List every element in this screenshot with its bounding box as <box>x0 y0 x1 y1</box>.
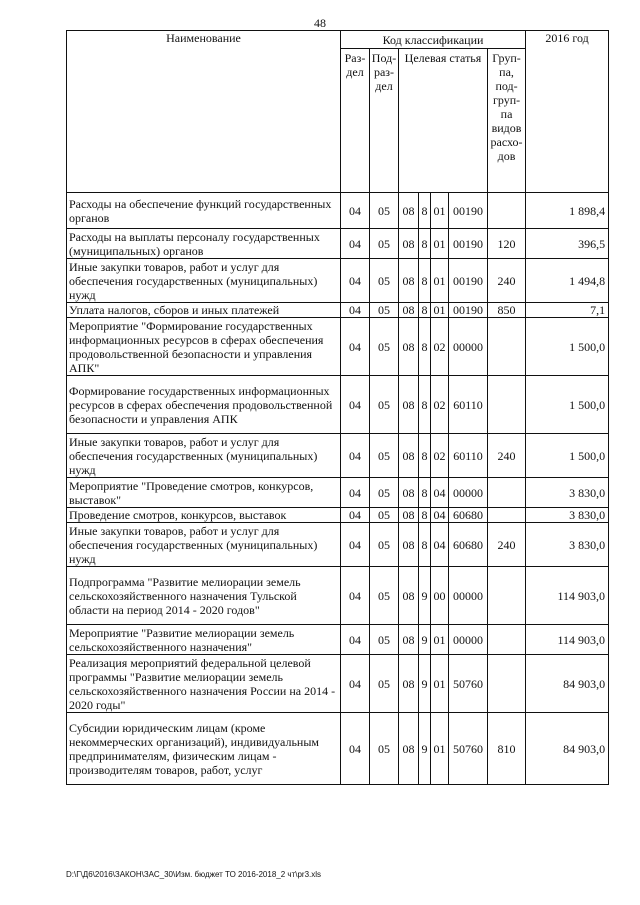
row-target-program: 08 <box>399 376 419 434</box>
row-razdel: 04 <box>341 318 370 376</box>
row-target-direction: 60110 <box>449 376 488 434</box>
row-razdel: 04 <box>341 434 370 478</box>
row-target-event: 01 <box>431 655 449 713</box>
row-target-subprogram: 8 <box>419 523 431 567</box>
row-expense-type: 850 <box>488 303 526 318</box>
row-target-subprogram: 8 <box>419 229 431 259</box>
row-name: Формирование государственных информационных ресурсов в сферах обеспечения продовольственной безопасности и управления АПК <box>67 376 341 434</box>
table-row <box>67 318 609 376</box>
row-podrazdel: 05 <box>370 478 399 508</box>
row-target-event: 00 <box>431 567 449 625</box>
row-podrazdel: 05 <box>370 655 399 713</box>
row-amount: 7,1 <box>526 303 609 318</box>
row-podrazdel: 05 <box>370 523 399 567</box>
header-classification-code: Код классификации <box>341 31 526 49</box>
row-target-program: 08 <box>399 303 419 318</box>
table-body <box>67 193 609 785</box>
row-amount: 396,5 <box>526 229 609 259</box>
row-target-program: 08 <box>399 318 419 376</box>
row-expense-type <box>488 655 526 713</box>
row-amount: 3 830,0 <box>526 523 609 567</box>
row-name: Мероприятие "Проведение смотров, конкурсов, выставок" <box>67 478 341 508</box>
row-target-direction: 00000 <box>449 318 488 376</box>
row-target-direction: 50760 <box>449 713 488 785</box>
row-expense-type <box>488 567 526 625</box>
row-target-subprogram: 8 <box>419 259 431 303</box>
row-target-subprogram: 9 <box>419 625 431 655</box>
row-target-program: 08 <box>399 434 419 478</box>
row-podrazdel: 05 <box>370 508 399 523</box>
table-row <box>67 567 609 625</box>
row-amount: 84 903,0 <box>526 655 609 713</box>
row-razdel: 04 <box>341 193 370 229</box>
header-name: Наименование <box>67 31 341 193</box>
row-podrazdel: 05 <box>370 259 399 303</box>
row-amount: 1 898,4 <box>526 193 609 229</box>
row-podrazdel: 05 <box>370 567 399 625</box>
row-amount: 1 500,0 <box>526 376 609 434</box>
row-target-direction: 60110 <box>449 434 488 478</box>
row-target-program: 08 <box>399 523 419 567</box>
row-target-direction: 00190 <box>449 303 488 318</box>
row-amount: 1 500,0 <box>526 318 609 376</box>
table-row <box>67 193 609 229</box>
table-row <box>67 523 609 567</box>
row-target-subprogram: 8 <box>419 376 431 434</box>
row-podrazdel: 05 <box>370 229 399 259</box>
header-razdel: Раз-дел <box>341 49 370 193</box>
row-expense-type <box>488 376 526 434</box>
row-target-event: 01 <box>431 713 449 785</box>
table-row <box>67 655 609 713</box>
row-amount: 3 830,0 <box>526 478 609 508</box>
row-target-subprogram: 8 <box>419 478 431 508</box>
row-razdel: 04 <box>341 625 370 655</box>
row-amount: 84 903,0 <box>526 713 609 785</box>
row-target-event: 02 <box>431 434 449 478</box>
row-razdel: 04 <box>341 259 370 303</box>
row-target-direction: 00000 <box>449 567 488 625</box>
row-expense-type <box>488 625 526 655</box>
row-target-subprogram: 9 <box>419 713 431 785</box>
row-amount: 114 903,0 <box>526 625 609 655</box>
row-expense-type: 120 <box>488 229 526 259</box>
row-target-program: 08 <box>399 713 419 785</box>
row-target-direction: 50760 <box>449 655 488 713</box>
table-row <box>67 259 609 303</box>
row-name: Проведение смотров, конкурсов, выставок <box>67 508 341 523</box>
row-razdel: 04 <box>341 303 370 318</box>
row-razdel: 04 <box>341 229 370 259</box>
budget-table <box>66 30 609 785</box>
row-name: Иные закупки товаров, работ и услуг для обеспечения государственных (муниципальных) нужд <box>67 523 341 567</box>
row-expense-type <box>488 508 526 523</box>
row-razdel: 04 <box>341 567 370 625</box>
row-podrazdel: 05 <box>370 625 399 655</box>
row-target-program: 08 <box>399 655 419 713</box>
table-row <box>67 376 609 434</box>
table-row <box>67 713 609 785</box>
row-name: Реализация мероприятий федеральной целевой программы "Развитие мелиорации земель сельскохозяйственного назначения России на 2014 - 2020 годы" <box>67 655 341 713</box>
row-target-event: 01 <box>431 625 449 655</box>
row-name: Субсидии юридическим лицам (кроме некоммерческих организаций), индивидуальным предпринимателям, физическим лицам - производителям товаров, работ, услуг <box>67 713 341 785</box>
header-podrazdel: Под-раз-дел <box>370 49 399 193</box>
row-name: Уплата налогов, сборов и иных платежей <box>67 303 341 318</box>
row-name: Иные закупки товаров, работ и услуг для обеспечения государственных (муниципальных) нужд <box>67 434 341 478</box>
row-target-program: 08 <box>399 193 419 229</box>
row-amount: 3 830,0 <box>526 508 609 523</box>
row-expense-type: 810 <box>488 713 526 785</box>
row-razdel: 04 <box>341 508 370 523</box>
row-target-direction: 60680 <box>449 508 488 523</box>
row-target-event: 04 <box>431 478 449 508</box>
table-row <box>67 625 609 655</box>
row-expense-type: 240 <box>488 523 526 567</box>
row-target-event: 04 <box>431 508 449 523</box>
row-target-subprogram: 9 <box>419 567 431 625</box>
row-expense-type <box>488 318 526 376</box>
row-razdel: 04 <box>341 376 370 434</box>
row-target-direction: 00000 <box>449 478 488 508</box>
file-path-footer: D:\Г\Д6\2016\ЗАКОН\ЗАС_30\Изм. бюджет ТО 2016-2018_2 чт\pr3.xls <box>66 870 322 879</box>
row-target-program: 08 <box>399 478 419 508</box>
row-target-direction: 00000 <box>449 625 488 655</box>
row-target-subprogram: 8 <box>419 434 431 478</box>
row-razdel: 04 <box>341 713 370 785</box>
row-target-event: 02 <box>431 376 449 434</box>
table-row <box>67 508 609 523</box>
row-target-event: 01 <box>431 303 449 318</box>
row-target-direction: 00190 <box>449 193 488 229</box>
row-target-direction: 60680 <box>449 523 488 567</box>
row-target-subprogram: 9 <box>419 655 431 713</box>
row-name: Мероприятие "Формирование государственных информационных ресурсов в сферах обеспечения продовольственной безопасности и управления АПК" <box>67 318 341 376</box>
row-target-program: 08 <box>399 508 419 523</box>
row-name: Мероприятие "Развитие мелиорации земель сельскохозяйственного назначения" <box>67 625 341 655</box>
table-row <box>67 303 609 318</box>
row-razdel: 04 <box>341 655 370 713</box>
row-podrazdel: 05 <box>370 193 399 229</box>
row-target-direction: 00190 <box>449 259 488 303</box>
row-podrazdel: 05 <box>370 376 399 434</box>
row-razdel: 04 <box>341 523 370 567</box>
row-target-event: 04 <box>431 523 449 567</box>
row-amount: 114 903,0 <box>526 567 609 625</box>
row-podrazdel: 05 <box>370 318 399 376</box>
row-podrazdel: 05 <box>370 303 399 318</box>
row-podrazdel: 05 <box>370 434 399 478</box>
header-target-article: Целевая статья <box>399 49 488 193</box>
row-target-program: 08 <box>399 259 419 303</box>
row-target-program: 08 <box>399 567 419 625</box>
row-razdel: 04 <box>341 478 370 508</box>
row-expense-type: 240 <box>488 259 526 303</box>
row-target-subprogram: 8 <box>419 303 431 318</box>
row-target-subprogram: 8 <box>419 508 431 523</box>
table-row <box>67 229 609 259</box>
table-row <box>67 478 609 508</box>
table-row <box>67 434 609 478</box>
row-name: Иные закупки товаров, работ и услуг для обеспечения государственных (муниципальных) нужд <box>67 259 341 303</box>
row-amount: 1 500,0 <box>526 434 609 478</box>
row-name: Подпрограмма "Развитие мелиорации земель сельскохозяйственного назначения Тульской области на период 2014 - 2020 годов" <box>67 567 341 625</box>
row-name: Расходы на обеспечение функций государственных органов <box>67 193 341 229</box>
row-target-program: 08 <box>399 229 419 259</box>
row-target-event: 01 <box>431 193 449 229</box>
row-expense-type <box>488 193 526 229</box>
row-target-program: 08 <box>399 625 419 655</box>
row-expense-type <box>488 478 526 508</box>
row-amount: 1 494,8 <box>526 259 609 303</box>
row-name: Расходы на выплаты персоналу государственных (муниципальных) органов <box>67 229 341 259</box>
row-podrazdel: 05 <box>370 713 399 785</box>
row-target-direction: 00190 <box>449 229 488 259</box>
row-target-event: 01 <box>431 259 449 303</box>
row-target-event: 02 <box>431 318 449 376</box>
row-target-subprogram: 8 <box>419 318 431 376</box>
header-expense-group: Груп-па, под-груп-па видов расхо-дов <box>488 49 526 193</box>
row-expense-type: 240 <box>488 434 526 478</box>
row-target-event: 01 <box>431 229 449 259</box>
header-year: 2016 год <box>526 31 609 193</box>
row-target-subprogram: 8 <box>419 193 431 229</box>
page-number: 48 <box>314 16 326 30</box>
